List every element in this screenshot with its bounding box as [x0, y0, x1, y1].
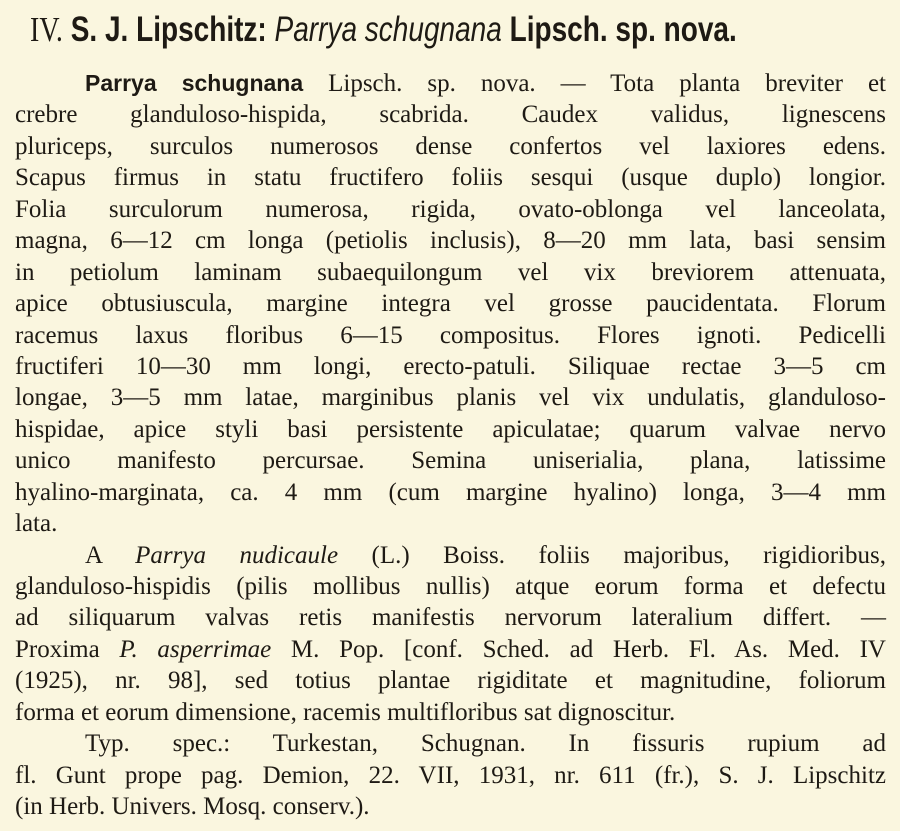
text-line: [15, 477, 886, 508]
italic-text: P. asperrimae: [119, 635, 272, 663]
bold-text: Parrya schugnana: [85, 70, 304, 96]
author-name: S. J. Lipschitz:: [70, 10, 267, 49]
text-segment: magna, 6—12 cm longa (petiolis inclusis), 8—20 mm lata, basi sensim: [15, 227, 886, 255]
text-line: [15, 508, 886, 539]
text-segment: apice obtusiuscula, margine integra vel grosse paucidentata. Florum: [15, 290, 886, 318]
text-line: [15, 320, 886, 351]
text-line: [15, 382, 886, 413]
text-line: [15, 571, 886, 602]
text-segment: racemus laxus floribus 6—15 compositus. Flores ignoti. Pedicelli: [15, 321, 886, 349]
text-segment: Scapus firmus in statu fructifero foliis sesqui (usque duplo) longior.: [15, 164, 886, 192]
text-segment: fl. Gunt prope pag. Demion, 22. VII, 1931, nr. 611 (fr.), S. J. Lipschitz: [15, 761, 886, 789]
text-segment: M. Pop. [conf. Sched. ad Herb. Fl. As. Med. IV: [271, 635, 886, 663]
text-segment: fructiferi 10—30 mm longi, erecto-patuli. Siliquae rectae 3—5 cm: [15, 352, 886, 380]
text-line: [15, 540, 886, 571]
text-segment: Lipsch. sp. nova. — Tota planta breviter et: [303, 70, 886, 97]
text-segment: unico manifesto percursae. Semina uniserialia, plana, latissime: [15, 447, 886, 475]
text-line: [15, 697, 886, 728]
text-line: [15, 131, 886, 162]
text-line: [15, 99, 886, 130]
text-segment: A: [85, 541, 136, 569]
text-line: [15, 791, 886, 822]
text-line: [15, 665, 886, 696]
document-body: [15, 68, 886, 823]
page-title: [30, 10, 878, 58]
text-line: [15, 257, 886, 288]
text-segment: glanduloso-hispidis (pilis mollibus nullis) atque eorum forma et defectu: [15, 573, 886, 600]
text-line: [15, 414, 886, 445]
text-line: [15, 445, 886, 476]
text-segment: hispidae, apice styli basi persistente apiculatae; quarum valvae nervo: [15, 415, 886, 443]
text-line: [15, 602, 886, 633]
text-line: [15, 760, 886, 791]
text-segment: in petiolum laminam subaequilongum vel vix breviorem attenuata,: [15, 258, 886, 286]
text-line: [15, 351, 886, 382]
title-suffix: Lipsch. sp. nova.: [509, 10, 737, 49]
text-line: [15, 68, 886, 99]
text-segment: longae, 3—5 mm latae, marginibus planis vel vix undulatis, glanduloso-: [15, 384, 886, 412]
text-line: [15, 288, 886, 319]
text-line: [15, 162, 886, 193]
text-segment: ad siliquarum valvas retis manifestis nervorum lateralium differt. —: [15, 604, 886, 632]
paragraph: [15, 68, 886, 540]
text-line: [15, 634, 886, 665]
text-line: [15, 194, 886, 225]
text-line: [15, 728, 886, 759]
text-segment: (1925), nr. 98], sed totius plantae rigiditate et magnitudine, foliorum: [15, 667, 886, 695]
text-segment: lata.: [15, 510, 58, 538]
text-segment: hyalino-marginata, ca. 4 mm (cum margine hyalino) longa, 3—4 mm: [15, 478, 886, 506]
text-segment: (in Herb. Univers. Mosq. conserv.).: [15, 793, 370, 821]
text-segment: (L.) Boiss. foliis majoribus, rigidioribus,: [338, 541, 886, 569]
paragraph: [15, 728, 886, 822]
paragraph: [15, 540, 886, 729]
text-segment: forma et eorum dimensione, racemis multifloribus sat dignoscitur.: [15, 698, 676, 726]
text-line: [15, 225, 886, 256]
species-name: Parrya schugnana: [274, 10, 502, 49]
text-segment: pluriceps, surculos numerosos dense confertos vel laxiores edens.: [15, 132, 886, 160]
text-segment: Folia surculorum numerosa, rigida, ovato-oblonga vel lanceolata,: [15, 195, 886, 223]
section-number: IV.: [30, 10, 63, 49]
italic-text: Parrya nudicaule: [135, 541, 339, 569]
text-segment: Typ. spec.: Turkestan, Schugnan. In fissuris rupium ad: [85, 730, 886, 758]
text-segment: crebre glanduloso-hispida, scabrida. Caudex validus, lignescens: [15, 101, 886, 129]
text-segment: Proxima: [15, 635, 120, 663]
